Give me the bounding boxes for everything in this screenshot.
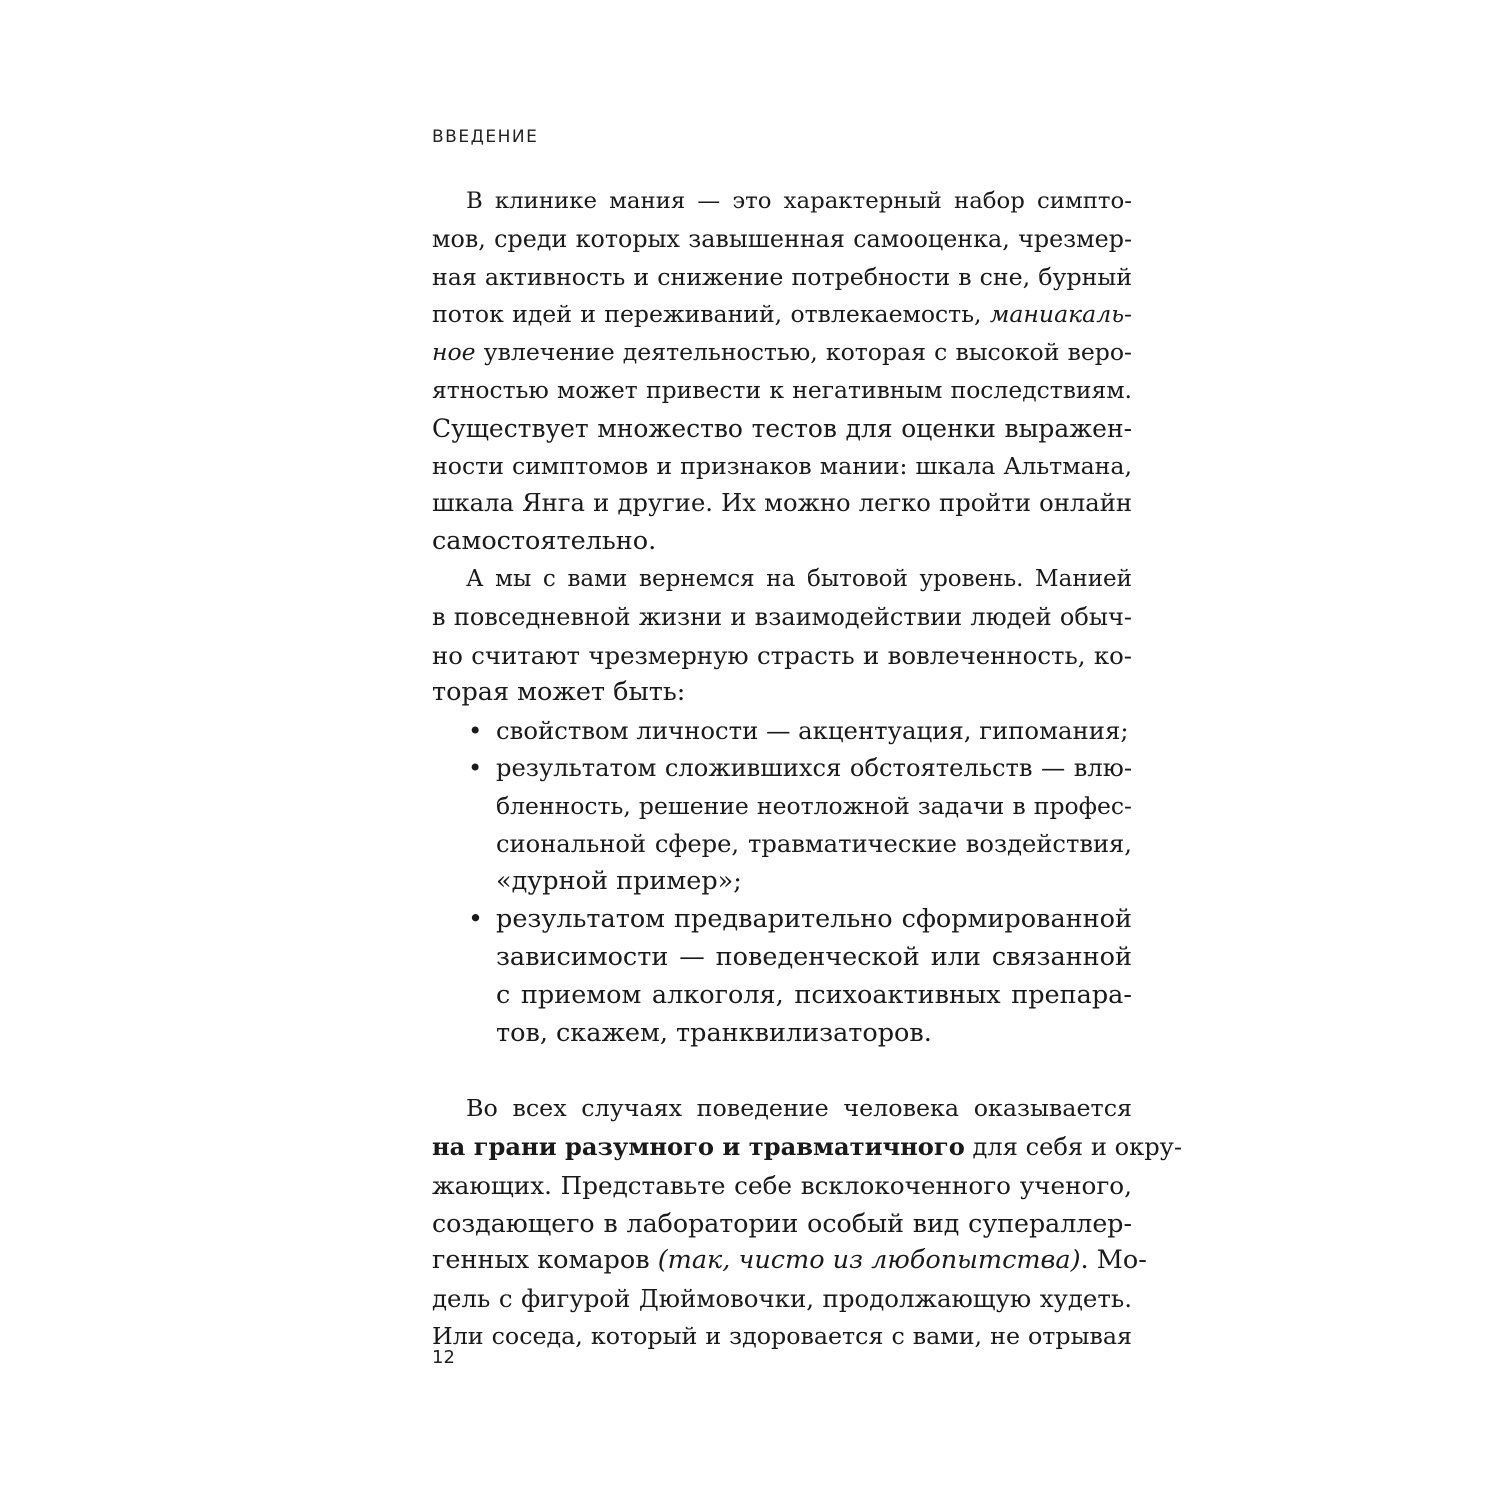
text-line: Или соседа, который и здоровается с вами, не отрывая	[432, 1321, 1132, 1350]
text-line: шкала Янга и другие. Их можно легко пройти онлайн	[432, 489, 1132, 518]
text-run: свойством личности — акцентуация, гипомания;	[496, 716, 1129, 746]
text-line: ности симптомов и признаков мании: шкала Альтмана,	[432, 451, 1132, 480]
bold-text: на грани разумного и травматичного	[432, 1131, 965, 1161]
bullet-marker: •	[468, 904, 484, 935]
paragraph-1	[432, 183, 1132, 561]
bullet-marker: •	[468, 753, 483, 782]
text-run: поток идей и переживаний, отвлекаемость,	[432, 300, 990, 329]
text-run: результатом сложившихся обстоятельств — влю-	[496, 753, 1132, 782]
bullet-item	[432, 901, 1132, 1052]
bullet-list	[432, 712, 1132, 1052]
text-line: в повседневной жизни и взаимодействии людей обыч-	[432, 602, 1132, 631]
text-line: сиональной сфере, травматические воздействия,	[496, 829, 1132, 858]
text-line: с приемом алкоголя, психоактивных препара-	[496, 979, 1132, 1010]
page-number: 12	[432, 1347, 455, 1368]
text-line	[432, 1128, 1183, 1167]
text-run: результатом предварительно сформированной	[496, 904, 1132, 935]
text-line: А мы с вами вернемся на бытовой уровень. Манией	[466, 565, 1132, 592]
italic-text: ное	[432, 338, 476, 367]
paragraph-2	[432, 561, 1132, 712]
text-line: Во всех случаях поведение человека оказывается	[466, 1094, 1132, 1123]
bullet-item	[432, 750, 1132, 901]
bullet-item	[432, 712, 1132, 750]
running-head: ВВЕДЕНИЕ	[432, 127, 539, 147]
text-line: Существует множество тестов для оценки выражен-	[432, 413, 1132, 443]
main-text	[432, 183, 1183, 1356]
text-line: создающего в лаборатории особый вид супераллер-	[432, 1208, 1132, 1238]
text-line: тов, скажем, транквилизаторов.	[496, 1017, 932, 1048]
text-line	[432, 1242, 1147, 1280]
text-line: жающих. Представьте себе всклокоченного ученого,	[432, 1170, 1132, 1200]
text-line: «дурной пример»;	[496, 866, 742, 897]
italic-text: маниакаль-	[989, 300, 1132, 329]
italic-text: (так, чисто из любопытства)	[657, 1245, 1081, 1276]
text-line: бленность, решение неотложной задачи в профес-	[496, 791, 1132, 820]
text-line	[432, 296, 1132, 334]
text-line: зависимости — поведенческой или связанной	[496, 941, 1132, 972]
text-line: торая может быть:	[432, 677, 686, 708]
text-line	[432, 750, 1132, 788]
text-line	[432, 334, 1132, 372]
text-line: ная активность и снижение потребности в сне, бурный	[432, 262, 1132, 291]
text-line: но считают чрезмерную страсть и вовлеченность, ко-	[432, 640, 1132, 670]
text-run: для себя и окру-	[964, 1132, 1183, 1161]
text-run: . Мо-	[1080, 1245, 1147, 1276]
section-gap	[432, 1052, 1132, 1090]
text-line: В клинике мания — это характерный набор симпто-	[466, 188, 1132, 214]
text-line: ятностью может привести к негативным последствиям.	[432, 375, 1132, 404]
bullet-marker: •	[468, 716, 483, 746]
text-run: увлечение деятельностью, которая с высокой веро-	[475, 338, 1132, 367]
text-line	[432, 712, 1132, 750]
text-line: мов, среди которых завышенная самооценка, чрезмер-	[432, 224, 1132, 253]
text-run: генных комаров	[432, 1245, 658, 1276]
text-line	[432, 901, 1132, 939]
paragraph-3	[432, 1090, 1183, 1356]
text-line: дель с фигурой Дюймовочки, продолжающую худеть.	[432, 1284, 1132, 1314]
text-line: самостоятельно.	[432, 526, 657, 557]
